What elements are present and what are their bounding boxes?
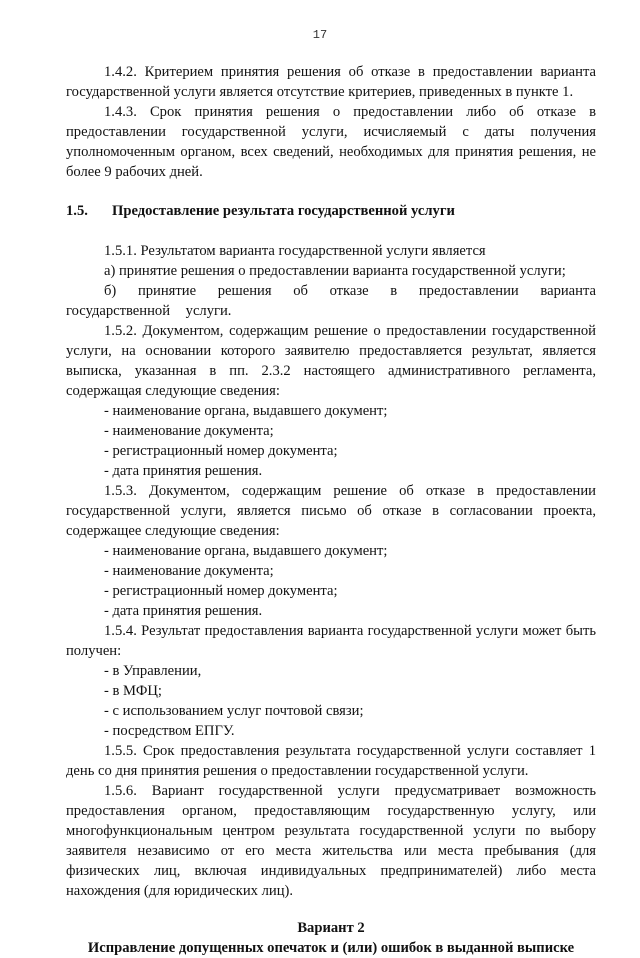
section-title: Предоставление результата государственной услуги xyxy=(112,203,455,219)
list-item: - в Управлении, xyxy=(104,663,202,679)
list-item: - регистрационный номер документа; xyxy=(104,583,338,599)
page-number: 17 xyxy=(312,28,328,42)
paragraph-1-5-1: 1.5.1. Результатом варианта государственной услуги является xyxy=(104,243,486,259)
variant-subtitle: Исправление допущенных опечаток и (или) ошибок в выданной выписке xyxy=(87,940,575,956)
paragraph-1-5-2: 1.5.2. Документом, содержащим решение о предоставлении государственной услуги, на основании которого заявителю предоставляется результат, является выписка, указанная в пп. 2.3.2 настоящего административного регламента, содержащая следующие сведения: xyxy=(66,323,596,399)
list-item: - регистрационный номер документа; xyxy=(104,443,338,459)
list-item: - посредством ЕПГУ. xyxy=(104,723,235,739)
list-item: - наименование документа; xyxy=(104,563,274,579)
list-item: - наименование документа; xyxy=(104,423,274,439)
paragraph-1-5-1-a: а) принятие решения о предоставлении варианта государственной услуги; xyxy=(104,263,566,279)
paragraph-1-5-1-b: б) принятие решения об отказе в предоставлении варианта государственной услуги. xyxy=(66,283,596,319)
paragraph-1-4-3: 1.4.3. Срок принятия решения о предоставлении либо об отказе в предоставлении государственной услуги, исчисляемый с даты получения уполномоченным органом, всех сведений, необходимых для принятия решения, не более 9 рабочих дней. xyxy=(66,104,596,180)
list-item: - наименование органа, выдавшего документ; xyxy=(104,543,388,559)
paragraph-1-5-4: 1.5.4. Результат предоставления варианта государственной услуги может быть получен: xyxy=(66,623,596,659)
list-item: - в МФЦ; xyxy=(104,683,162,699)
section-heading xyxy=(66,201,596,221)
paragraph-1-5-5: 1.5.5. Срок предоставления результата государственной услуги составляет 1 день со дня принятия решения о предоставлении государственной услуги. xyxy=(66,743,596,779)
paragraph-1-5-3: 1.5.3. Документом, содержащим решение об отказе в предоставлении государственной услуги, является письмо об отказе в согласовании проекта, содержащее следующие сведения: xyxy=(66,483,596,539)
section-number: 1.5. xyxy=(66,203,88,219)
list-item: - наименование органа, выдавшего документ; xyxy=(104,403,388,419)
list-item: - дата принятия решения. xyxy=(104,603,263,619)
document-body xyxy=(66,62,596,958)
variant-title: Вариант 2 xyxy=(297,920,365,936)
list-item: - дата принятия решения. xyxy=(104,463,263,479)
list-item: - с использованием услуг почтовой связи; xyxy=(104,703,364,719)
paragraph-1-4-2: 1.4.2. Критерием принятия решения об отказе в предоставлении варианта государственной услуги является отсутствие критериев, приведенных в пункте 1. xyxy=(66,64,596,100)
paragraph-1-5-6: 1.5.6. Вариант государственной услуги предусматривает возможность предоставления органом, предоставляющим государственную услугу, или многофункциональным центром результата государственной услуги по выбору заявителя независимо от его места жительства или места пребывания (для физических лиц, включая индивидуальных предпринимателей) либо места нахождения (для юридических лиц). xyxy=(66,783,596,899)
